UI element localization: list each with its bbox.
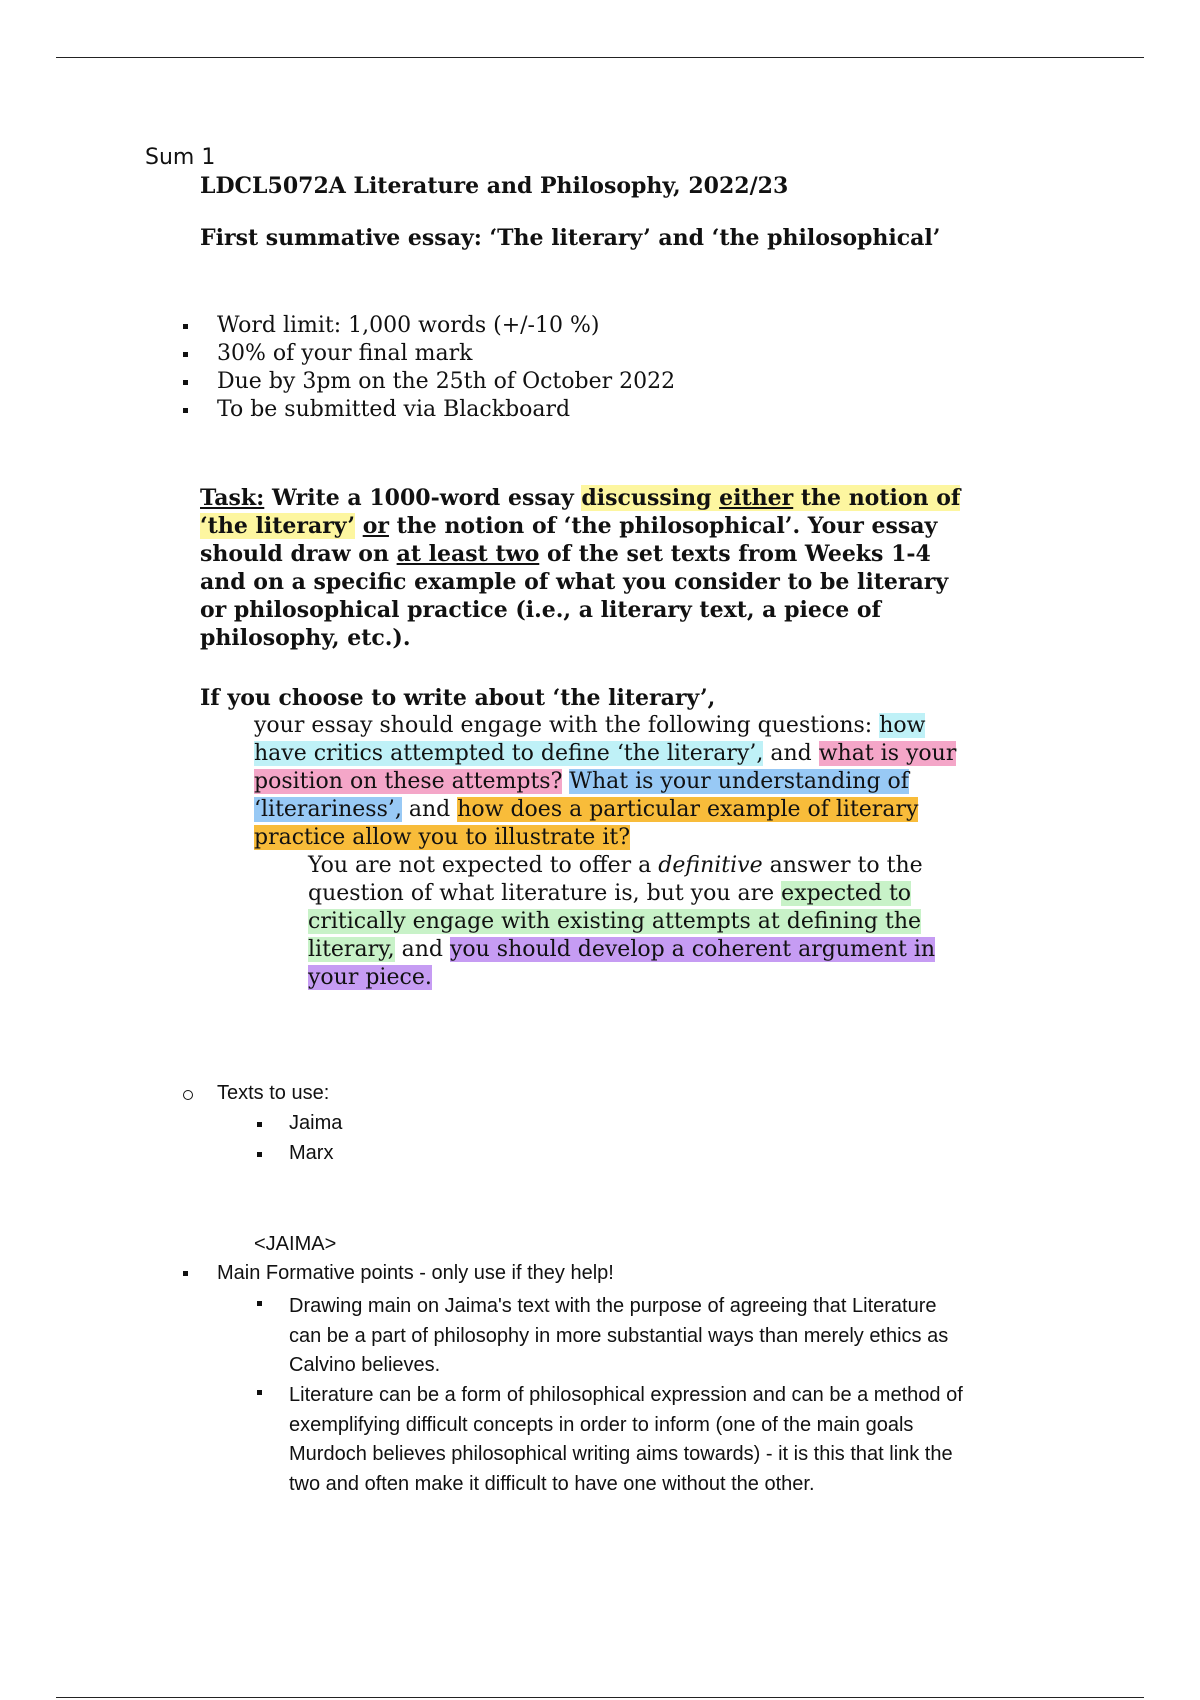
square-bullet-icon: [257, 1152, 262, 1157]
essay-info-list: [183, 312, 675, 424]
questions-paragraph: your essay should engage with the following questions: how have critics attempted to define ‘the literary’, and what is your position on these attempts? What is your understanding of ‘literariness’, and how does a particular example of literary practice allow you to illustrate it?: [254, 713, 957, 850]
bottom-divider: [56, 1697, 1144, 1698]
info-item-submission: To be submitted via Blackboard: [183, 396, 675, 424]
highlight-yellow: discussing either the notion of: [581, 485, 961, 511]
expectation-paragraph: You are not expected to offer a definitive answer to the question of what literature is, but you are expected to critically engage with existing attempts at defining the literary, and you should develop a coherent argument in your piece.: [308, 853, 936, 990]
top-divider: [56, 57, 1144, 58]
task-paragraph: Task: Write a 1000-word essay discussing either the notion of ‘the literary’ or the notion of ‘the philosophical’. Your essay should draw on at least two of the set texts from Weeks 1-4 and on a specific example of what you consider to be literary or philosophical practice (i.e., a literary text, a piece of philosophy, etc.).: [200, 485, 961, 651]
sum-label: Sum 1: [145, 145, 216, 170]
highlight-green: expected to: [781, 881, 912, 906]
formative-point-1: Drawing main on Jaima's text with the purpose of agreeing that Literature can be a part of philosophy in more substantial ways than merely ethics as Calvino believes.: [289, 1295, 949, 1376]
text-item-marx: Marx: [289, 1142, 334, 1164]
square-bullet-icon: [257, 1122, 262, 1127]
highlight-purple: you should develop a coherent argument in: [449, 937, 936, 962]
formative-label: Main Formative points - only use if they help!: [217, 1262, 614, 1284]
texts-label: Texts to use:: [217, 1082, 330, 1104]
highlight-pink: what is your: [818, 741, 957, 766]
info-item-deadline: Due by 3pm on the 25th of October 2022: [183, 368, 675, 396]
text-item-jaima: Jaima: [289, 1112, 343, 1134]
formative-point-2: Literature can be a form of philosophical expression and can be a method of exemplifying difficult concepts in order to inform (one of the main goals Murdoch believes philosophical writing aims towards) - it is this that link the two and often make it difficult to have one without the other.: [289, 1384, 963, 1495]
square-bullet-icon: [257, 1390, 262, 1395]
info-item-weighting: 30% of your final mark: [183, 340, 675, 368]
essay-title: First summative essay: ‘The literary’ and ‘the philosophical’: [200, 225, 941, 251]
hollow-circle-bullet-icon: [183, 1090, 193, 1100]
task-label: Task:: [200, 485, 265, 511]
square-bullet-icon: [257, 1301, 262, 1306]
choose-heading: If you choose to write about ‘the literary’,: [200, 685, 716, 711]
jaima-tag: <JAIMA>: [254, 1233, 337, 1255]
square-bullet-icon: [183, 1271, 188, 1276]
highlight-blue: What is your understanding of: [569, 769, 909, 794]
course-title: LDCL5072A Literature and Philosophy, 2022/23: [200, 173, 789, 199]
highlight-orange: how does a particular example of literary: [457, 797, 919, 822]
info-item-word-limit: Word limit: 1,000 words (+/-10 %): [183, 312, 675, 340]
highlight-cyan: how: [879, 713, 926, 738]
